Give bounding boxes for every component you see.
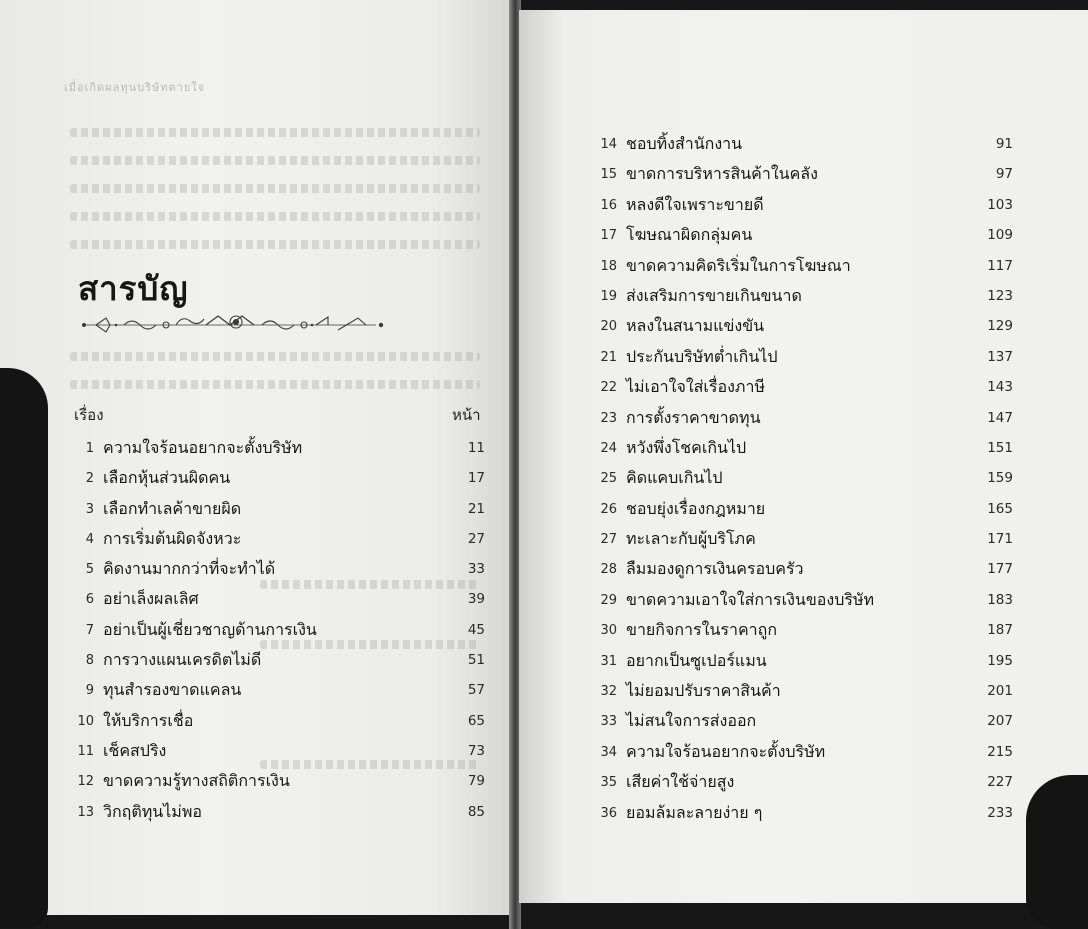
chapter-title: การวางแผนเครดิตไม่ดี — [103, 650, 262, 670]
page-number: 207 — [987, 713, 1013, 730]
page-number: 11 — [467, 440, 485, 456]
chapter-number: 14 — [600, 137, 617, 152]
chapter-title: ขายกิจการในราคาถูก — [626, 620, 778, 640]
toc-entry — [593, 405, 1013, 435]
right-page — [519, 10, 1088, 903]
toc-entry — [593, 435, 1013, 465]
toc-entry — [70, 708, 485, 738]
chapter-number: 13 — [77, 804, 94, 820]
chapter-title: หลงในสนามแข่งขัน — [626, 316, 765, 336]
page-number: 201 — [987, 683, 1013, 700]
chapter-title: เช็คสปริง — [103, 740, 167, 760]
show-through-text — [70, 240, 480, 249]
chapter-title: วิกฤติทุนไม่พอ — [103, 801, 202, 821]
chapter-number: 5 — [85, 562, 94, 578]
page-number: 187 — [987, 622, 1013, 639]
page-number: 103 — [987, 196, 1013, 213]
chapter-number: 20 — [600, 319, 617, 335]
chapter-title: ความใจร้อนอยากจะตั้งบริษัท — [626, 741, 826, 761]
toc-entry — [593, 344, 1013, 374]
chapter-title: ชอบยุ่งเรื่องกฎหมาย — [626, 498, 766, 518]
toc-entry — [70, 496, 485, 526]
chapter-title: คิดงานมากกว่าที่จะทำได้ — [103, 559, 276, 579]
page-number: 65 — [467, 712, 485, 729]
chapter-title: ไม่สนใจการส่งออก — [626, 711, 757, 731]
toc-list-left — [70, 435, 485, 829]
chapter-title: การเริ่มต้นผิดจังหวะ — [103, 528, 242, 548]
chapter-number: 30 — [600, 623, 617, 639]
page-number: 195 — [987, 652, 1013, 669]
chapter-number: 7 — [85, 622, 94, 638]
page-number: 97 — [995, 166, 1013, 183]
chapter-title: ลืมมองดูการเงินครอบครัว — [626, 559, 804, 579]
chapter-number: 17 — [600, 228, 617, 244]
chapter-number: 8 — [85, 653, 94, 669]
chapter-title: คิดแคบเกินไป — [626, 468, 723, 488]
chapter-number: 4 — [85, 531, 94, 547]
chapter-title: ขาดความคิดริเริ่มในการโฆษณา — [626, 255, 851, 275]
toc-entry — [593, 587, 1013, 617]
page-number: 129 — [987, 318, 1013, 335]
page-number: 151 — [987, 439, 1013, 456]
chapter-title: ให้บริการเชื่อ — [103, 710, 194, 730]
toc-entry — [70, 768, 485, 798]
chapter-number: 27 — [600, 532, 617, 548]
page-number: 137 — [987, 348, 1013, 365]
chapter-number: 34 — [600, 744, 617, 760]
chapter-title: ยอมล้มละลายง่าย ๆ — [626, 802, 763, 822]
page-number: 227 — [987, 774, 1013, 791]
chapter-number: 33 — [600, 714, 617, 730]
page-number: 165 — [987, 500, 1013, 517]
chapter-title: ประกันบริษัทต่ำเกินไป — [626, 346, 778, 366]
chapter-number: 24 — [600, 440, 617, 456]
page-number: 123 — [987, 287, 1013, 304]
page-number: 27 — [467, 530, 485, 547]
toc-entry — [593, 374, 1013, 404]
page-number: 39 — [467, 591, 485, 608]
toc-entry — [593, 496, 1013, 526]
chapter-number: 10 — [77, 713, 94, 729]
toc-list-right — [593, 131, 1013, 830]
chapter-title: เลือกหุ้นส่วนผิดคน — [103, 468, 231, 488]
chapter-number: 35 — [600, 775, 617, 791]
chapter-number: 12 — [77, 774, 94, 790]
chapter-title: ทุนสำรองขาดแคลน — [103, 680, 242, 700]
chapter-title: ขาดความเอาใจใส่การเงินของบริษัท — [626, 589, 875, 609]
toc-entry — [70, 526, 485, 556]
chapter-number: 11 — [77, 743, 94, 759]
page-number: 215 — [987, 743, 1013, 760]
chapter-title: ไม่ยอมปรับราคาสินค้า — [626, 681, 781, 701]
chapter-title: ไม่เอาใจใส่เรื่องภาษี — [626, 377, 765, 397]
left-page — [0, 0, 512, 915]
chapter-title: ความใจร้อนอยากจะตั้งบริษัท — [103, 438, 303, 457]
chapter-title: เสียค่าใช้จ่ายสูง — [626, 772, 735, 792]
thumb-left — [0, 368, 48, 928]
toc-entry — [593, 283, 1013, 313]
page-number: 143 — [987, 379, 1013, 396]
page-number: 109 — [987, 227, 1013, 244]
chapter-title: โฆษณาผิดกลุ่มคน — [626, 225, 753, 245]
toc-entry — [593, 313, 1013, 343]
toc-entry — [593, 192, 1013, 222]
chapter-number: 36 — [600, 805, 617, 821]
page-number: 21 — [467, 500, 485, 517]
chapter-title: เลือกทำเลค้าขายผิด — [103, 498, 242, 518]
toc-entry — [593, 556, 1013, 586]
chapter-title: อย่าเป็นผู้เชี่ยวชาญด้านการเงิน — [103, 619, 317, 639]
show-through-text — [70, 352, 480, 361]
page-number: 33 — [467, 561, 485, 578]
chapter-title: หวังพึ่งโชคเกินไป — [626, 437, 747, 457]
page-number: 91 — [995, 136, 1013, 152]
toc-entry — [70, 617, 485, 647]
chapter-number: 3 — [85, 501, 94, 517]
chapter-number: 22 — [600, 380, 617, 396]
chapter-number: 21 — [600, 349, 617, 365]
toc-entry — [593, 800, 1013, 830]
show-through-text — [70, 380, 480, 389]
chapter-title: ทะเลาะกับผู้บริโภค — [626, 529, 756, 549]
chapter-title: อย่าเล็งผลเลิศ — [103, 589, 199, 609]
chapter-number: 9 — [85, 683, 94, 699]
show-through-text — [70, 128, 480, 137]
page-number: 233 — [987, 804, 1013, 821]
chapter-title: ขาดการบริหารสินค้าในคลัง — [626, 164, 818, 184]
show-through-text — [70, 156, 480, 165]
page-number: 183 — [987, 591, 1013, 608]
toc-entry — [70, 556, 485, 586]
column-header-page: หน้า — [452, 406, 481, 424]
toc-entry — [593, 678, 1013, 708]
toc-entry — [593, 465, 1013, 495]
chapter-number: 26 — [600, 501, 617, 517]
chapter-title: ส่งเสริมการขายเกินขนาด — [626, 285, 802, 305]
toc-entry — [593, 739, 1013, 769]
page-number: 117 — [987, 257, 1013, 274]
toc-entry — [593, 131, 1013, 161]
chapter-number: 16 — [600, 197, 617, 213]
chapter-number: 6 — [85, 592, 94, 608]
toc-entry — [593, 648, 1013, 678]
chapter-number: 29 — [600, 592, 617, 608]
page-number: 45 — [467, 621, 485, 638]
chapter-title: ชอบทิ้งสำนักงาน — [626, 134, 743, 153]
toc-entry — [593, 526, 1013, 556]
toc-entry — [593, 161, 1013, 191]
toc-entry — [70, 677, 485, 707]
chapter-number: 23 — [600, 410, 617, 426]
toc-entry — [70, 465, 485, 495]
chapter-title: การตั้งราคาขาดทุน — [626, 407, 761, 427]
chapter-number: 15 — [600, 167, 617, 183]
page-number: 147 — [987, 409, 1013, 426]
ornament-divider — [76, 308, 396, 338]
thumb-right — [1026, 775, 1088, 929]
running-head: เมื่อเกิดผลทุนบริษัทตายใจ — [64, 81, 206, 94]
show-through-text — [70, 212, 480, 221]
toc-title: สารบัญ — [78, 269, 189, 308]
page-number: 159 — [987, 470, 1013, 487]
toc-entry — [70, 799, 485, 829]
page-number: 57 — [467, 682, 485, 699]
chapter-number: 32 — [600, 684, 617, 700]
show-through-text — [70, 184, 480, 193]
page-number: 171 — [987, 531, 1013, 548]
chapter-number: 2 — [85, 471, 94, 487]
chapter-title: อยากเป็นซูเปอร์แมน — [626, 650, 767, 670]
page-number: 51 — [467, 652, 485, 669]
page-number: 85 — [467, 803, 485, 820]
chapter-number: 28 — [600, 562, 617, 578]
chapter-number: 31 — [600, 653, 617, 669]
chapter-number: 1 — [85, 441, 94, 456]
page-number: 17 — [467, 470, 485, 487]
toc-entry — [593, 222, 1013, 252]
chapter-title: หลงดีใจเพราะขายดี — [626, 194, 764, 214]
toc-entry — [593, 708, 1013, 738]
page-number: 177 — [987, 561, 1013, 578]
toc-entry — [593, 769, 1013, 799]
toc-entry — [70, 586, 485, 616]
toc-entry — [593, 253, 1013, 283]
toc-entry — [70, 647, 485, 677]
chapter-number: 18 — [600, 258, 617, 274]
column-header-chapter: เรื่อง — [74, 406, 104, 424]
toc-entry — [70, 435, 485, 465]
toc-entry — [593, 617, 1013, 647]
toc-entry — [70, 738, 485, 768]
chapter-number: 19 — [600, 288, 617, 304]
page-number: 73 — [467, 742, 485, 759]
page-number: 79 — [467, 773, 485, 790]
chapter-number: 25 — [600, 471, 617, 487]
chapter-title: ขาดความรู้ทางสถิติการเงิน — [103, 771, 290, 791]
